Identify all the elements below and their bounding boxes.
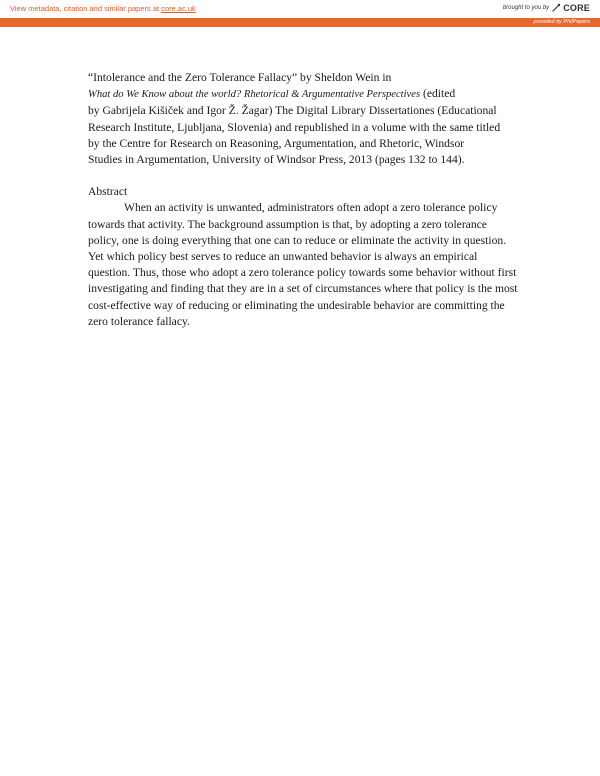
core-logo-icon [551,3,561,13]
core-orange-bar [0,18,600,27]
abstract-heading: Abstract [88,185,128,199]
document-body [88,70,518,330]
citation-line-2 [88,86,518,103]
core-header [0,0,600,18]
citation-line-5: by the Centre for Research on Reasoning, Argumentation, and Rhetoric, Windsor [88,136,465,150]
book-title: What do We Know about the world? Rhetorical & Argumentative Perspectives [88,89,421,101]
citation-line-4: Research Institute, Ljubljana, Slovenia) and republished in a volume with the same titled [88,120,501,134]
citation-edited: (edited [420,87,456,101]
core-logo-word: CORE [563,3,590,13]
core-metadata-prefix: View metadata, citation and similar papers at [10,4,162,13]
provided-by-text[interactable]: provided by PhilPapers [533,19,590,25]
core-link[interactable]: core.ac.uk [161,4,196,13]
core-metadata-notice [10,4,196,13]
abstract-body: When an activity is unwanted, administrators often adopt a zero tolerance policy towards that activity. The background assumption is that, by adopting a zero tolerance policy, one is doing everything that one can to reduce or eliminate the activity in question. Yet which policy best serves to reduce an unwanted behavior is always an empirical question. Thus, those who adopt a zero tolerance policy towards some behavior without first investigating and finding that they are in a set of circumstances where that policy is the most cost-effective way of reducing or eliminating the undesirable behavior are committing the zero tolerance fallacy. [88,201,518,328]
citation-line-3: by Gabrijela Kišiček and Igor Ž. Žagar) The Digital Library Dissertationes (Educational [88,104,497,118]
core-brought-by[interactable] [503,3,590,13]
brought-by-text: brought to you by [502,5,550,11]
citation-line-1: “Intolerance and the Zero Tolerance Fallacy” by Sheldon Wein in [88,71,392,84]
citation-line-6: Studies in Argumentation, University of Windsor Press, 2013 (pages 132 to 144). [88,153,465,167]
citation-block [88,70,518,168]
